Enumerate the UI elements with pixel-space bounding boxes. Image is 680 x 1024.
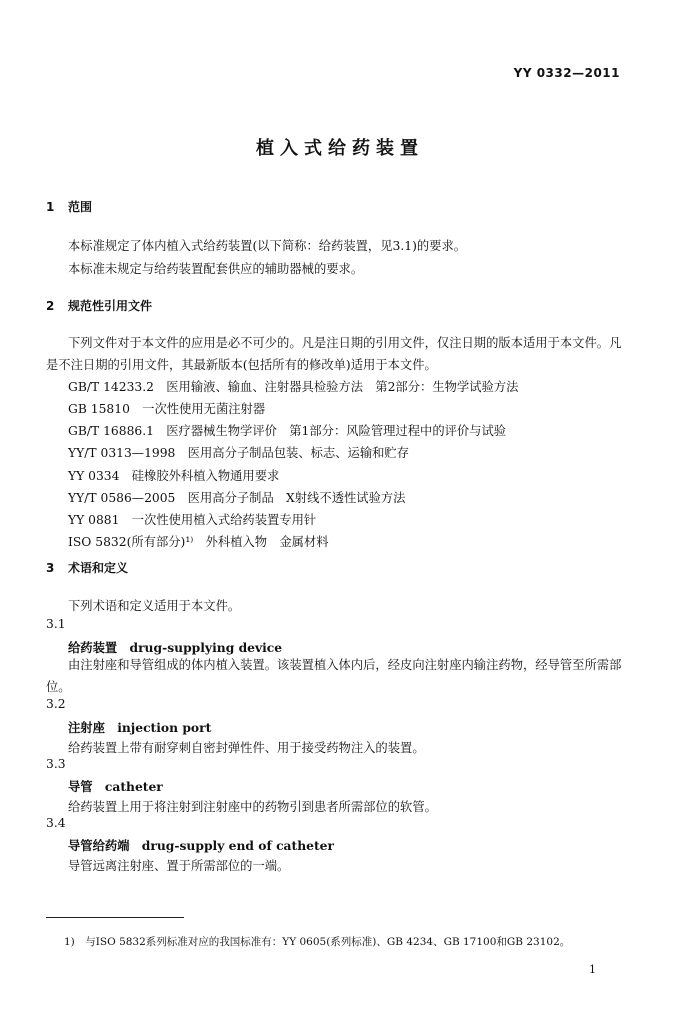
paragraph: 下列文件对于本文件的应用是必不可少的。凡是注日期的引用文件，仅注日期的版本适用于本文件。凡是不注日期的引用文件，其最新版本(包括所有的修改单)适用于本文件。	[46, 336, 622, 372]
term-definition: 由注射座和导管组成的体内植入装置。该装置植入体内后，经皮向注射座内输注药物，经导管至所需部位。	[46, 658, 622, 694]
paragraph: 本标准规定了体内植入式给药装置(以下简称：给药装置，见3.1)的要求。	[68, 239, 467, 253]
term-number: 3.2	[46, 697, 66, 711]
document-title: 植入式给药装置	[256, 138, 424, 159]
reference-item: YY/T 0586—2005 医用高分子制品 X射线不透性试验方法	[68, 491, 406, 505]
reference-item: GB 15810 一次性使用无菌注射器	[68, 402, 266, 416]
term-name: 给药装置 drug-supplying device	[68, 640, 283, 655]
section-title: 规范性引用文件	[68, 299, 153, 313]
term-name: 导管给药端 drug-supply end of catheter	[68, 838, 334, 853]
section-2-heading	[46, 297, 152, 314]
section-number: 3	[46, 561, 55, 575]
term-definition: 给药装置上带有耐穿刺自密封弹性件、用于接受药物注入的装置。	[68, 741, 425, 755]
section-number: 2	[46, 299, 55, 313]
page-number: 1	[589, 963, 596, 976]
term-definition: 给药装置上用于将注射到注射座中的药物引到患者所需部位的软管。	[68, 800, 437, 814]
term-name: 导管 catheter	[68, 779, 163, 794]
term-number: 3.4	[46, 816, 66, 830]
section-title: 术语和定义	[68, 561, 129, 575]
footnote: 1) 与ISO 5832系列标准对应的我国标准有：YY 0605(系列标准)、GB 4234、GB 17100和GB 23102。	[64, 936, 571, 948]
section-title: 范围	[68, 200, 93, 214]
reference-item: YY 0881 一次性使用植入式给药装置专用针	[68, 513, 317, 527]
reference-item: GB/T 14233.2 医用输液、输血、注射器具检验方法 第2部分：生物学试验方法	[68, 380, 519, 394]
reference-item: YY/T 0313—1998 医用高分子制品包装、标志、运输和贮存	[68, 446, 410, 460]
paragraph: 本标准未规定与给药装置配套供应的辅助器械的要求。	[68, 262, 364, 276]
section-number: 1	[46, 200, 55, 214]
term-number: 3.1	[46, 617, 66, 631]
term-definition: 导管远离注射座、置于所需部位的一端。	[68, 859, 290, 873]
reference-item: YY 0334 硅橡胶外科植入物通用要求	[68, 469, 280, 483]
footnote-rule	[46, 917, 184, 918]
standard-number: YY 0332—2011	[513, 66, 620, 80]
reference-item: ISO 5832(所有部分)¹⁾ 外科植入物 金属材料	[68, 535, 329, 549]
term-number: 3.3	[46, 757, 66, 771]
term-name: 注射座 injection port	[68, 720, 212, 735]
section-3-heading	[46, 559, 128, 576]
section-1-heading	[46, 198, 92, 215]
reference-item: GB/T 16886.1 医疗器械生物学评价 第1部分：风险管理过程中的评价与试验	[68, 424, 507, 438]
paragraph: 下列术语和定义适用于本文件。	[68, 599, 241, 613]
